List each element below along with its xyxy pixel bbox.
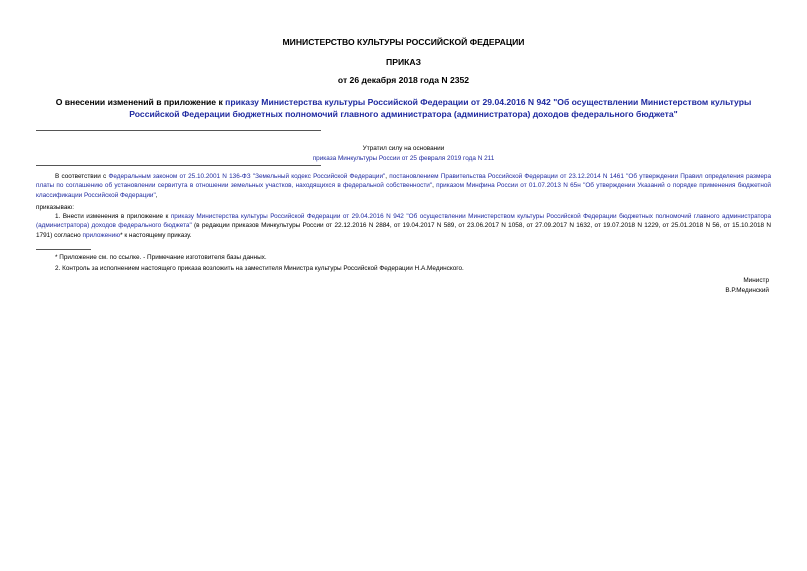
divider-top (36, 130, 321, 131)
ministry-heading: МИНИСТЕРСТВО КУЛЬТУРЫ РОССИЙСКОЙ ФЕДЕРАЦИИ (282, 37, 525, 47)
title-link[interactable]: приказу Министерства культуры Российской Федерации от 29.04.2016 N 942 "Об осуществлении Министерством культуры Российской Федерации бюджетных полномочий главного администратора (администратора) доходов федерального бюджета" (129, 97, 752, 119)
item-1-text-2: (в редакции приказов Минкультуры России от 22.12.2016 N 2884, от 19.04.2017 N 589, от 23.06.2017 N 1058, от 27.09.2017 N 1632, от 19.07.2018 N 1229, от 25.01.2018 N 56, от 15.10.2018 N 1791) согласно (36, 222, 772, 239)
ordered-text: приказываю: (36, 204, 74, 211)
item-2-paragraph: 2. Контроль за исполнением настоящего приказа возложить на заместителя Министра культуры Российской Федерации Н.А.Мединского. (55, 265, 464, 272)
federal-law-link[interactable]: Федеральным законом от 25.10.2001 N 136-ФЗ "Земельный кодекс Российской Федерации" (108, 173, 386, 180)
signatory-title: Министр (743, 277, 769, 284)
expired-label: Утратил силу на основании (362, 145, 445, 152)
item-1-paragraph (36, 212, 771, 240)
preamble-text-4: , (155, 191, 158, 199)
item-1-text-1: 1. Внести изменения в приложение к (55, 213, 171, 220)
preamble-text-2: , (385, 173, 390, 180)
expired-link[interactable]: приказа Минкультуры России от 25 февраля 2019 года N 211 (312, 155, 495, 162)
minfin-order-link[interactable]: приказом Минфина России от 01.07.2013 N 65н "Об утверждении Указаний о порядке применения бюджетной классификации Российской Федерации" (36, 182, 771, 199)
appendix-link[interactable]: приложению (82, 231, 121, 239)
footnote: * Приложение см. по ссылке. - Примечание изготовителя базы данных. (55, 254, 267, 261)
document-date-number: от 26 декабря 2018 года N 2352 (337, 75, 470, 85)
item-1-order-link[interactable]: приказу Министерства культуры Российской Федерации от 29.04.2016 N 942 "Об осуществлении Министерством культуры Российской Федерации бюджетных полномочий главного администратора (администратора) доходов федерального бюджета" (36, 213, 771, 230)
item-1-text-3: * к настоящему приказу. (120, 231, 192, 239)
signatory-name: В.Р.Мединский (725, 287, 769, 294)
document-type-heading: ПРИКАЗ (386, 57, 421, 67)
preamble-text-1: В соответствии с (55, 173, 109, 180)
title-prefix: О внесении изменений в приложение к (55, 97, 226, 107)
document-title (36, 96, 771, 120)
footnote-divider (36, 249, 91, 250)
preamble-paragraph (36, 172, 771, 200)
government-decree-link[interactable]: постановлением Правительства Российской Федерации от 23.12.2014 N 1461 "Об утверждении Правил определения размера платы по соглашению об установлении сервитута в отношении земельных участков, находящихся в федеральной собственности" (36, 173, 771, 190)
preamble-text-3: , (432, 182, 437, 190)
divider-middle (36, 165, 321, 166)
